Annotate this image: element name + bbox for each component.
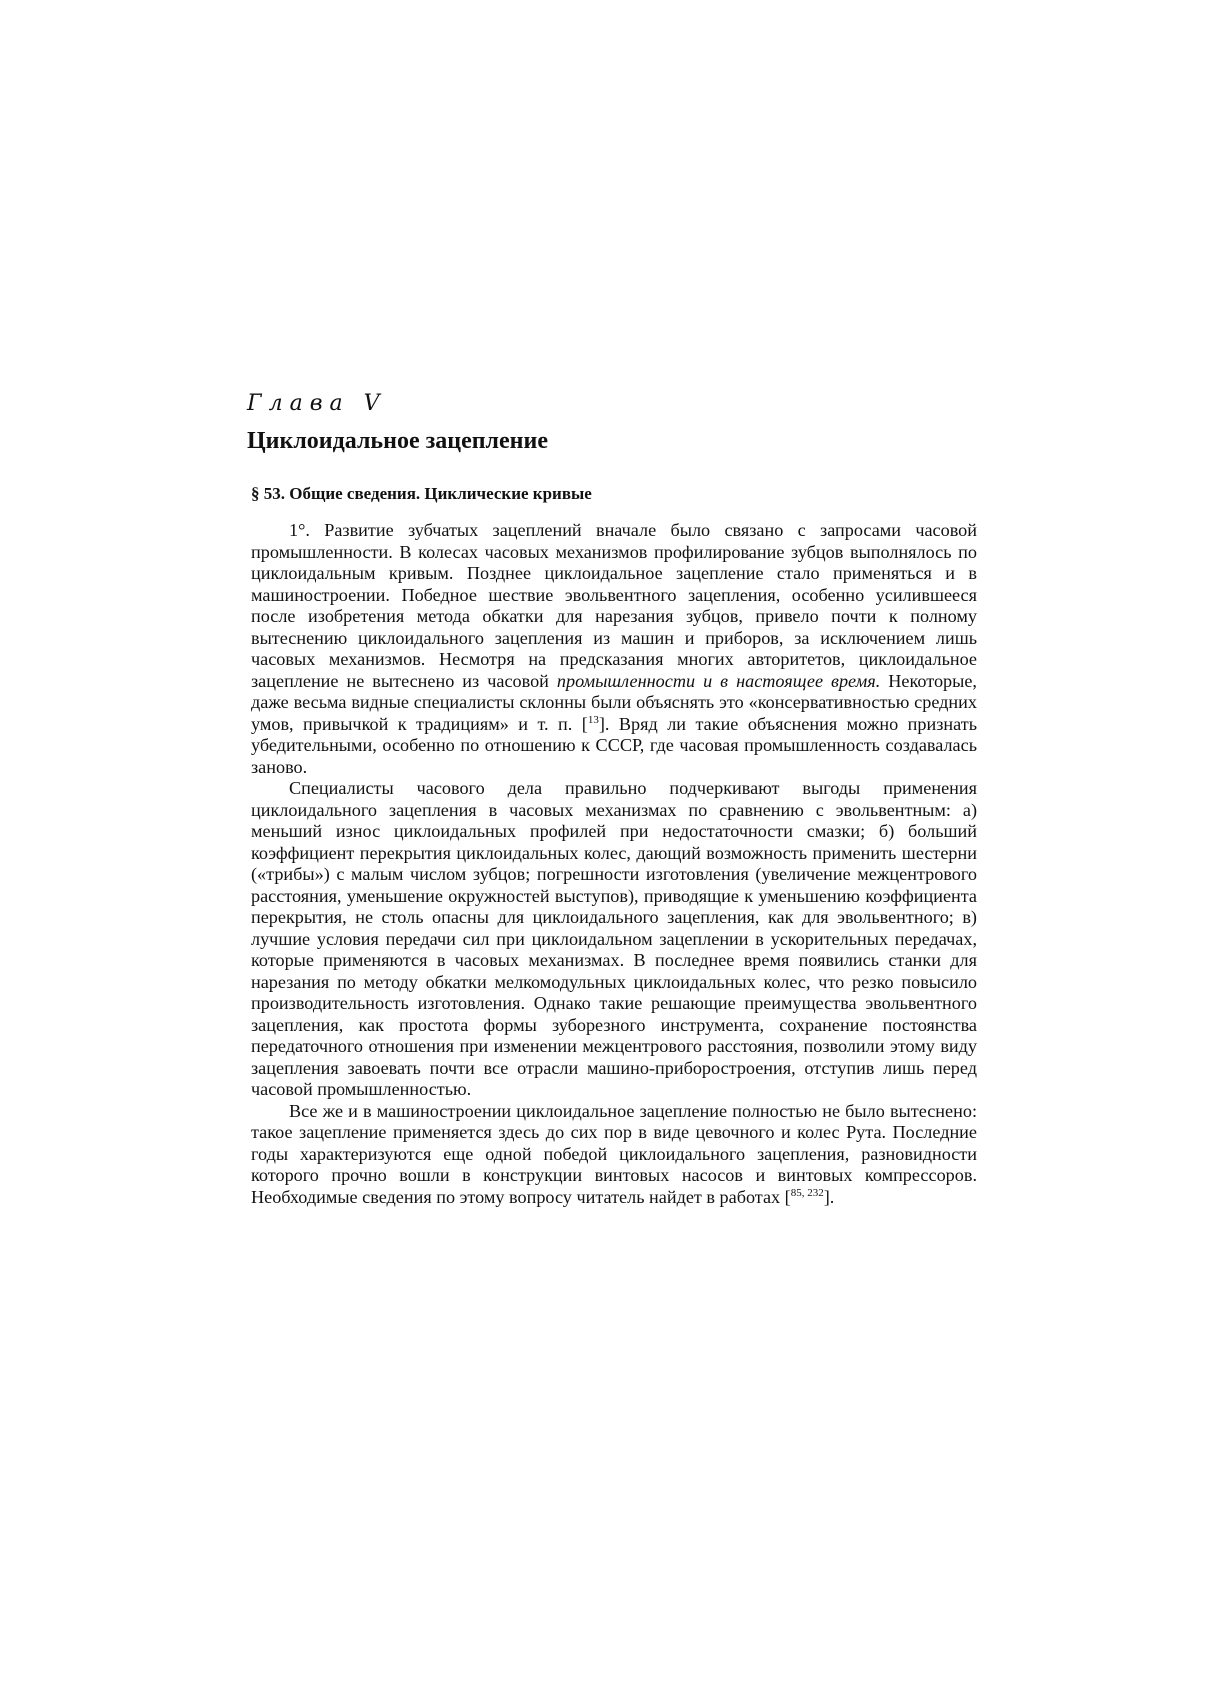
citation-85-232: 85, 232: [790, 1186, 824, 1199]
paragraph-1: [251, 520, 977, 778]
citation-13: 13: [587, 713, 599, 726]
paragraph-1-text-b: Некоторые, даже весьма видные специалисты склонны были объяснять это «консервативностью средних умов, привычкой к традициям» и т. п. [: [251, 670, 977, 734]
body-text: [251, 520, 977, 1208]
paragraph-3-text-a: Все же и в машиностроении циклоидальное зацепление полностью не было вытеснено: такое зацепление применяется здесь до сих пор в виде цевочного и колес Рута. Последние годы характеризуются еще одной победой циклоидального зацепления, разновидности которого прочно вошли в конструкции винтовых насосов и винтовых компрессоров. Необходимые сведения по этому вопросу читатель найдет в работах [: [251, 1100, 977, 1207]
paragraph-1-italic: промышленности и в настоящее время.: [556, 670, 881, 691]
paragraph-1-text-c: ]. Вряд ли такие объяснения можно признать убедительными, особенно по отношению к СССР, где часовая промышленность создавалась заново.: [251, 713, 977, 777]
chapter-label: Глава V: [247, 391, 387, 416]
paragraph-2: Специалисты часового дела правильно подчеркивают выгоды применения циклоидального зацепления в часовых механизмах по сравнению с эвольвентным: а) меньший износ циклоидальных профилей при недостаточности смазки; б) больший коэффициент перекрытия циклоидальных колес, дающий возможность применить шестерни («трибы») с малым числом зубцов; погрешности изготовления (увеличение межцентрового расстояния, уменьшение окружностей выступов), приводящие к уменьшению коэффициента перекрытия, не столь опасны для циклоидального зацепления, как для эвольвентного; в) лучшие условия передачи сил при циклоидальном зацеплении в ускорительных передачах, которые применяются в часовых механизмах. В последнее время появились станки для нарезания по методу обкатки мелкомодульных циклоидальных колес, что резко повысило производительность изготовления. Однако такие решающие преимущества эвольвентного зацепления, как простота формы зуборезного инструмента, сохранение постоянства передаточного отношения при изменении межцентрового расстояния, позволили этому виду зацепления завоевать почти все отрасли машино-приборостроения, отступив лишь перед часовой промышленностью.: [251, 778, 977, 1099]
paragraph-3-text-b: ].: [823, 1186, 835, 1207]
paragraph-1-text-a: 1°. Развитие зубчатых зацеплений вначале было связано с запросами часовой промышленности. В колесах часовых механизмов профилирование зубцов выполнялось по циклоидальным кривым. Позднее циклоидальное зацепление стало применяться и в машиностроении. Победное шествие эвольвентного зацепления, особенно усилившееся после изобретения метода обкатки для нарезания зубцов, привело почти к полному вытеснению циклоидального зацепления из машин и приборов, за исключением лишь часовых механизмов. Несмотря на предсказания многих авторитетов, циклоидальное зацепление не вытеснено из часовой: [251, 520, 977, 691]
paragraph-3: [251, 1101, 977, 1209]
section-title: § 53. Общие сведения. Циклические кривые: [251, 484, 592, 503]
chapter-title: Циклоидальное зацепление: [247, 428, 548, 454]
